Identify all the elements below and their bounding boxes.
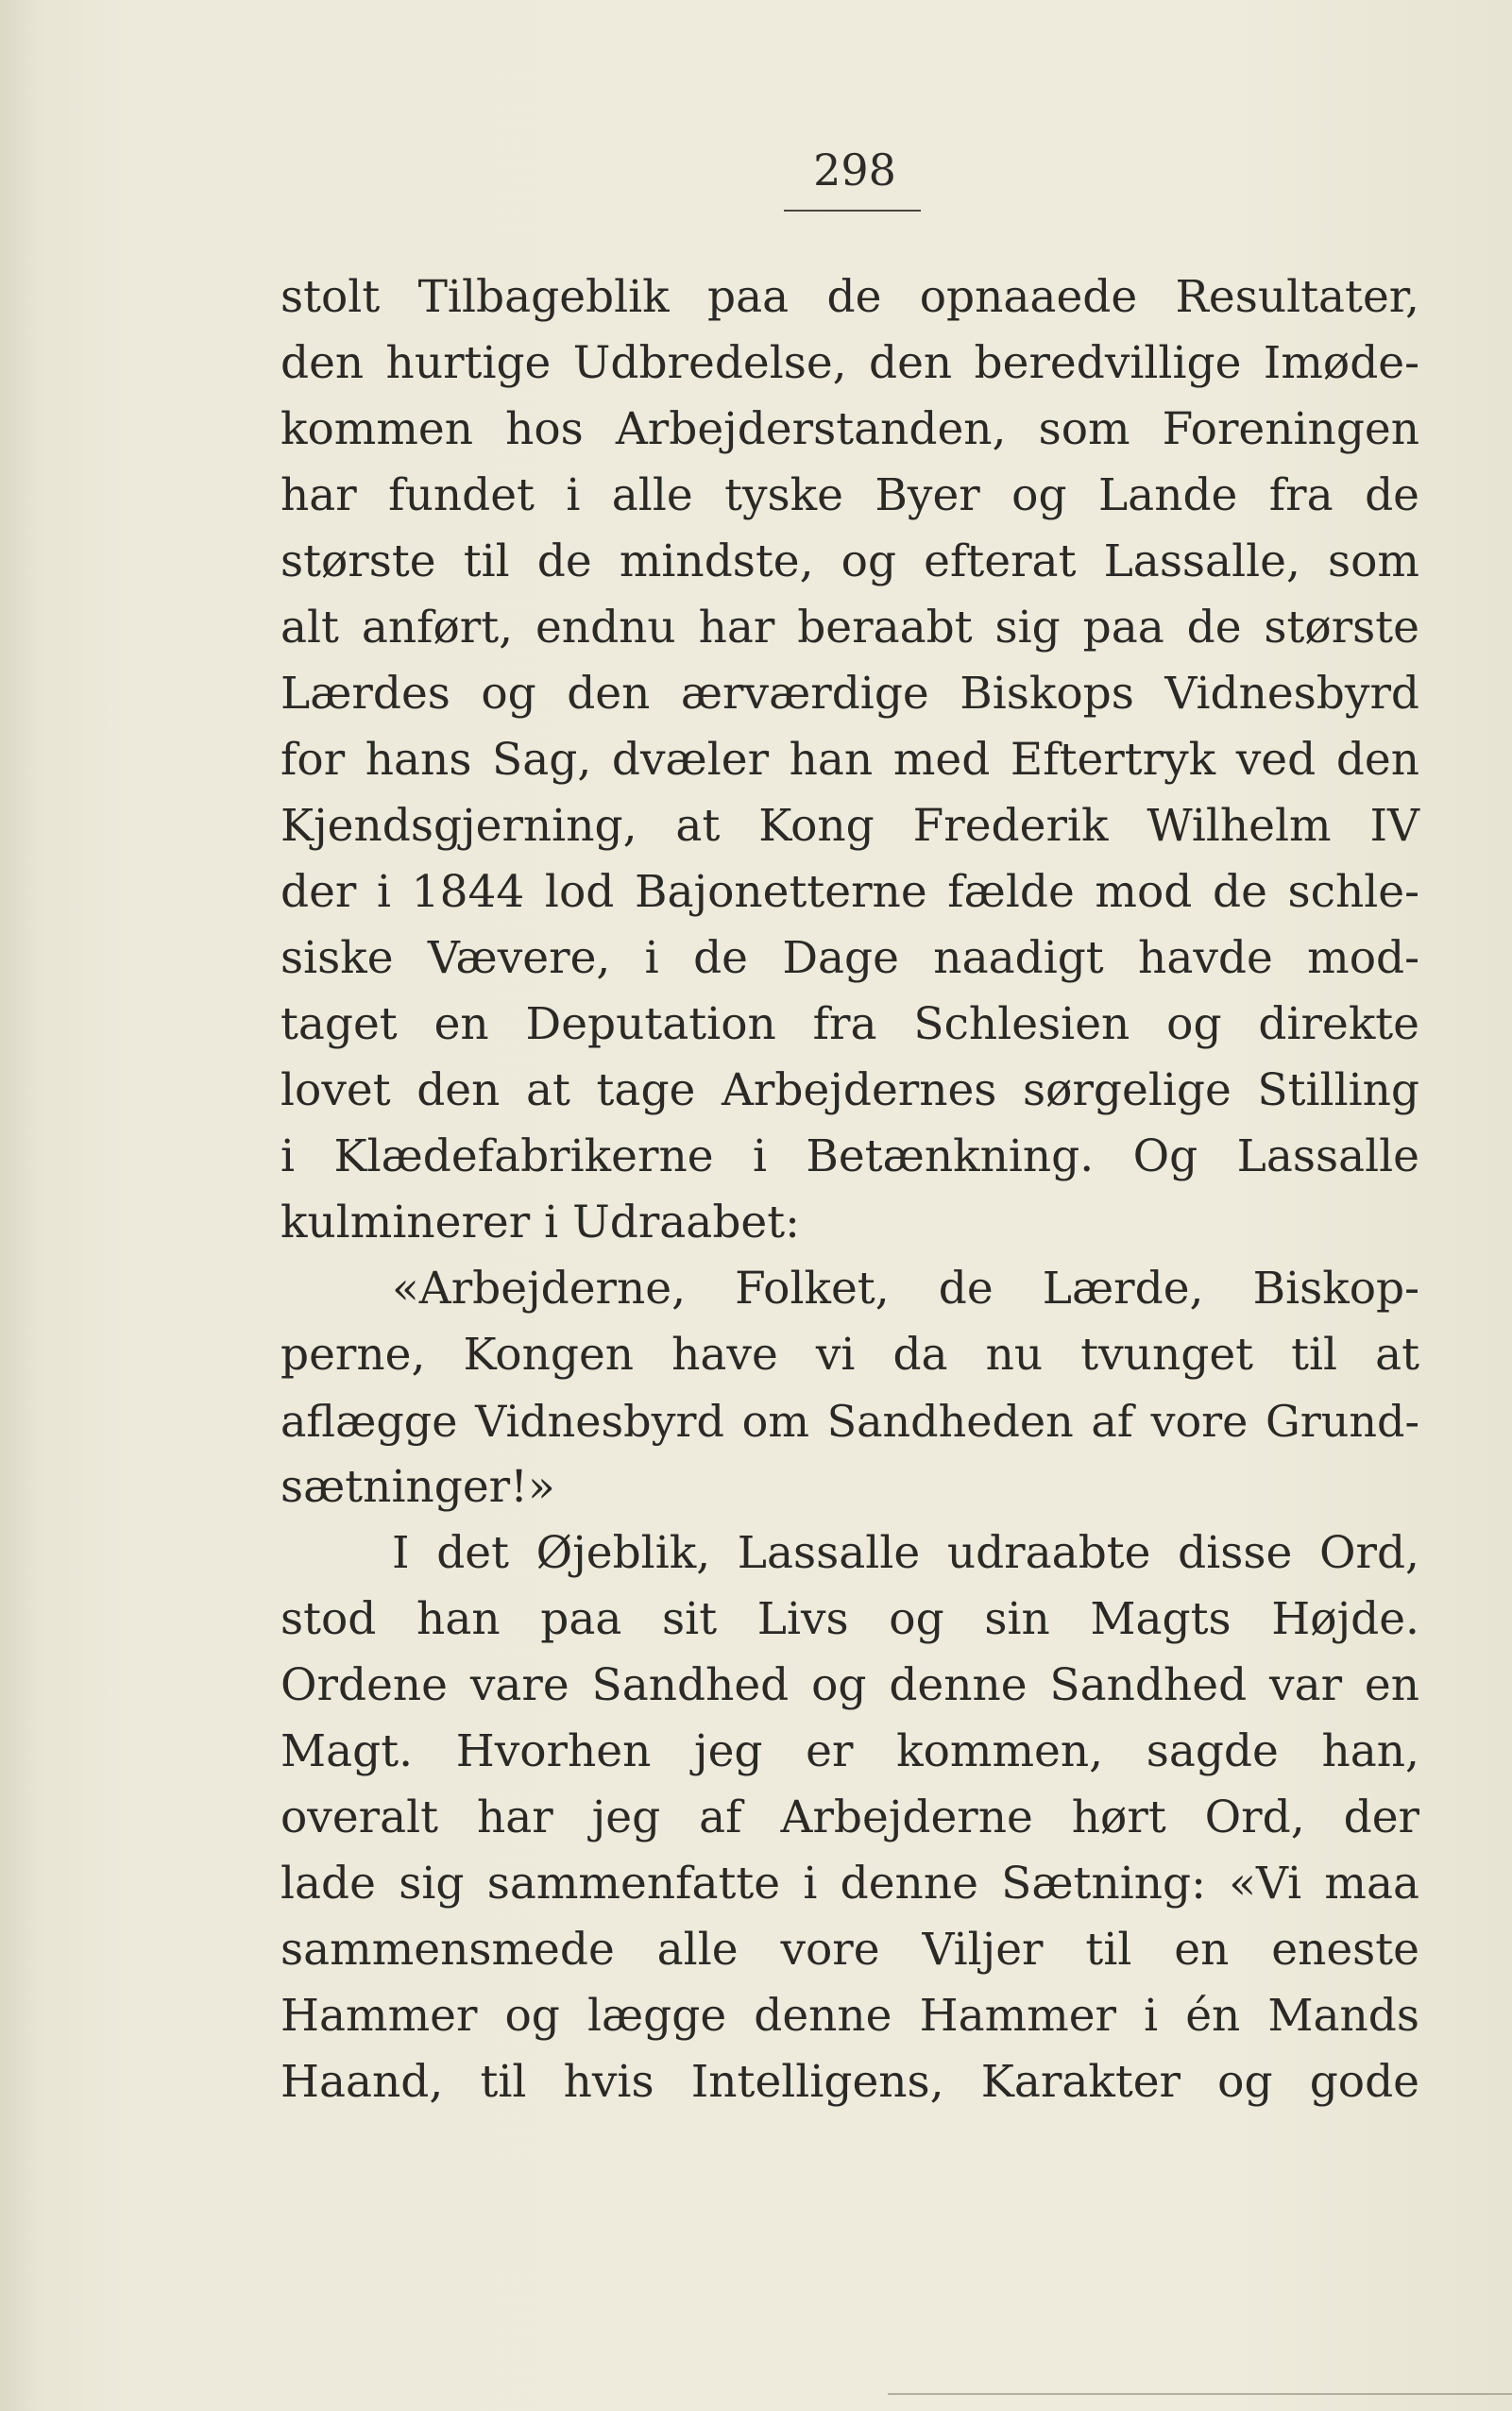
text-line: alt anført, endnu har beraabt sig paa de største [280,602,1419,654]
text-line: Hammer og lægge denne Hammer i én Mands [280,1990,1419,2042]
text-line: sammensmede alle vore Viljer til en eneste [280,1924,1419,1976]
text-line: Haand, til hvis Intelligens, Karakter og gode [280,2056,1419,2108]
body-text [280,264,1419,2115]
page-number-underline [784,210,921,212]
text-line: taget en Deputation fra Schlesien og direkte [280,998,1419,1050]
text-line: aflægge Vidnesbyrd om Sandheden af vore Grund- [280,1396,1419,1447]
text-line: Kjendsgjerning, at Kong Frederik Wilhelm IV [280,800,1419,852]
text-line: der i 1844 lod Bajonetterne fælde mod de schle- [280,866,1419,918]
text-line: i Klædefabrikerne i Betænkning. Og Lassalle [280,1130,1419,1182]
text-line: «Arbejderne, Folket, de Lærde, Biskop- [392,1263,1419,1315]
text-line: lade sig sammenfatte i denne Sætning: «Vi maa [280,1858,1419,1910]
text-line: kommen hos Arbejderstanden, som Foreningen [280,403,1419,455]
text-line: stolt Tilbageblik paa de opnaaede Resultater, [280,271,1419,323]
text-line: I det Øjeblik, Lassalle udraabte disse Ord, [392,1527,1419,1579]
text-line: kulminerer i Udraabet: [280,1197,800,1248]
text-line: perne, Kongen have vi da nu tvunget til at [280,1329,1419,1381]
text-line: har fundet i alle tyske Byer og Lande fra de [280,469,1419,521]
text-line: for hans Sag, dvæler han med Eftertryk ved den [280,734,1419,786]
text-line: overalt har jeg af Arbejderne hørt Ord, der [280,1791,1419,1843]
text-line: største til de mindste, og efterat Lassalle, som [280,535,1419,587]
page-number: 298 [813,144,896,195]
text-line: lovet den at tage Arbejdernes sørgelige Stilling [280,1064,1419,1116]
text-line: stod han paa sit Livs og sin Magts Højde. [280,1593,1419,1645]
text-line: Lærdes og den ærværdige Biskops Vidnesbyrd [280,668,1419,720]
text-line: Magt. Hvorhen jeg er kommen, sagde han, [280,1725,1419,1777]
text-line: Ordene vare Sandhed og denne Sandhed var en [280,1659,1419,1711]
bottom-edge-line [888,2393,1512,2395]
text-line: den hurtige Udbredelse, den beredvillige Imøde- [280,337,1419,389]
text-line: siske Vævere, i de Dage naadigt havde mod- [280,932,1419,984]
text-line: sætninger!» [280,1461,555,1513]
